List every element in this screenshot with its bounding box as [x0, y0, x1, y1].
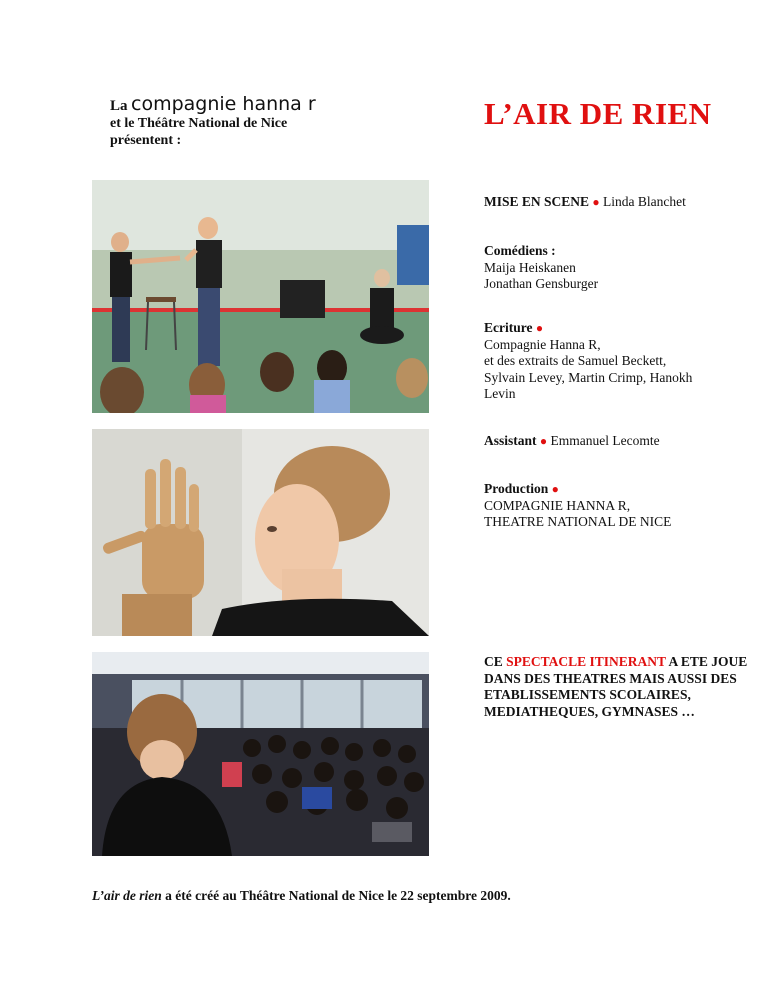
credit-value: Linda Blanchet [603, 194, 686, 209]
bullet-icon: ● [539, 434, 548, 448]
credit-production [484, 481, 754, 531]
credit-label: Production [484, 481, 549, 496]
footer-title: L’air de rien [92, 888, 162, 903]
photo-woman-wooden-hand [92, 429, 429, 636]
photo-gym-performance [92, 180, 429, 413]
presenter-line-2: et le Théâtre National de Nice [110, 116, 288, 131]
credit-line: et des extraits de Samuel Beckett, [484, 353, 667, 368]
credit-line: THEATRE NATIONAL DE NICE [484, 514, 672, 529]
credit-line: Compagnie Hanna R, [484, 336, 601, 352]
touring-notice [484, 654, 754, 720]
page-title: L’AIR DE RIEN [484, 96, 712, 131]
presenter-la: La [110, 98, 128, 114]
presenter-line-1 [110, 93, 410, 115]
company-name: compagnie hanna r [131, 93, 316, 115]
credit-name: Maija Heiskanen [484, 259, 576, 275]
credit-label: MISE EN SCENE [484, 194, 590, 209]
credit-label: Ecriture [484, 320, 533, 335]
credit-label: Comédiens : [484, 243, 556, 258]
credit-label: Assistant [484, 433, 537, 448]
presenter-block [110, 93, 410, 149]
credit-line: Sylvain Levey, Martin Crimp, Hanokh [484, 369, 693, 385]
notice-pre: CE [484, 654, 507, 669]
credit-mise-en-scene [484, 194, 754, 211]
presenter-line-3: présentent : [110, 133, 182, 148]
credit-comediens [484, 243, 754, 293]
credit-name: Jonathan Gensburger [484, 276, 599, 291]
credit-line: COMPAGNIE HANNA R, [484, 497, 631, 513]
notice-highlight: SPECTACLE ITINERANT [506, 654, 666, 669]
footer-note [92, 888, 511, 904]
photo-classroom-audience [92, 652, 429, 856]
credit-value: Emmanuel Lecomte [550, 433, 660, 448]
footer-text: a été créé au Théâtre National de Nice le 22 septembre 2009. [161, 888, 511, 903]
bullet-icon: ● [592, 195, 600, 209]
credit-assistant [484, 433, 754, 450]
bullet-icon: ● [535, 321, 544, 335]
notice-post: A ETE JOUE DANS DES THEATRES MAIS AUSSI DES ETABLISSEMENTS SCOLAIRES, MEDIATHEQUES, GYMNASES … [484, 654, 748, 719]
credit-line: Levin [484, 386, 516, 401]
bullet-icon: ● [551, 482, 559, 496]
credit-ecriture [484, 320, 754, 403]
